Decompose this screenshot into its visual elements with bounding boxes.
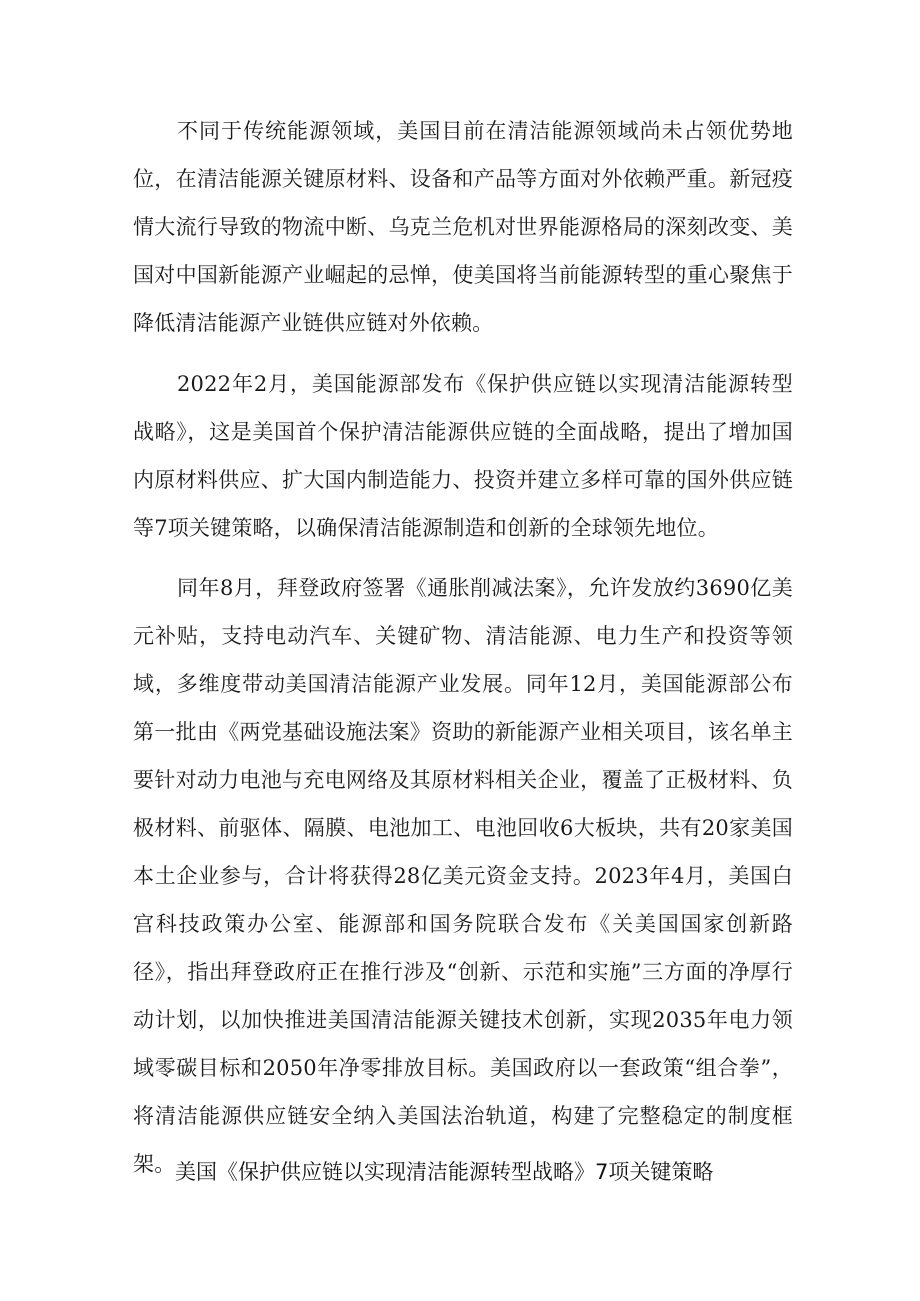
paragraph-2: 2022年2月，美国能源部发布《保护供应链以实现清洁能源转型战略》，这是美国首个保护清洁能源供应链的全面战略，提出了增加国内原材料供应、扩大国内制造能力、投资并建立多样可靠的国外供应链等7项关键策略，以确保清洁能源制造和创新的全球领先地位。 bbox=[133, 372, 793, 540]
paragraph-1: 不同于传统能源领域，美国目前在清洁能源领域尚未占领优势地位，在清洁能源关键原材料、设备和产品等方面对外依赖严重。新冠疫情大流行导致的物流中断、乌克兰危机对世界能源格局的深刻改变、美国对中国新能源产业崛起的忌惮，使美国将当前能源转型的重心聚焦于降低清洁能源产业链供应链对外依赖。 bbox=[133, 119, 793, 335]
paragraph-3: 同年8月，拜登政府签署《通胀削减法案》，允许发放约3690亿美元补贴，支持电动汽车、关键矿物、清洁能源、电力生产和投资等领域，多维度带动美国清洁能源产业发展。同年12月，美国能源部公布第一批由《两党基础设施法案》资助的新能源产业相关项目，该名单主要针对动力电池与充电网络及其原材料相关企业，覆盖了正极材料、负极材料、前驱体、隔膜、电池加工、电池回收6大板块，共有20家美国本土企业参与，合计将获得28亿美元资金支持。2023年4月，美国白宫科技政策办公室、能源部和国务院联合发布《关美国国家创新路径》，指出拜登政府正在推行涉及“创新、示范和实施”三方面的净厚行动计划，以加快推进美国清洁能源关键技术创新，实现2035年电力领域零碳目标和2050年净零排放目标。美国政府以一套政策“组合拳”，将清洁能源供应链安全纳入美国法治轨道，构建了完整稳定的制度框架。 bbox=[133, 576, 793, 1176]
section-heading: 美国《保护供应链以实现清洁能源转型战略》7项关键策略 bbox=[175, 1160, 714, 1184]
